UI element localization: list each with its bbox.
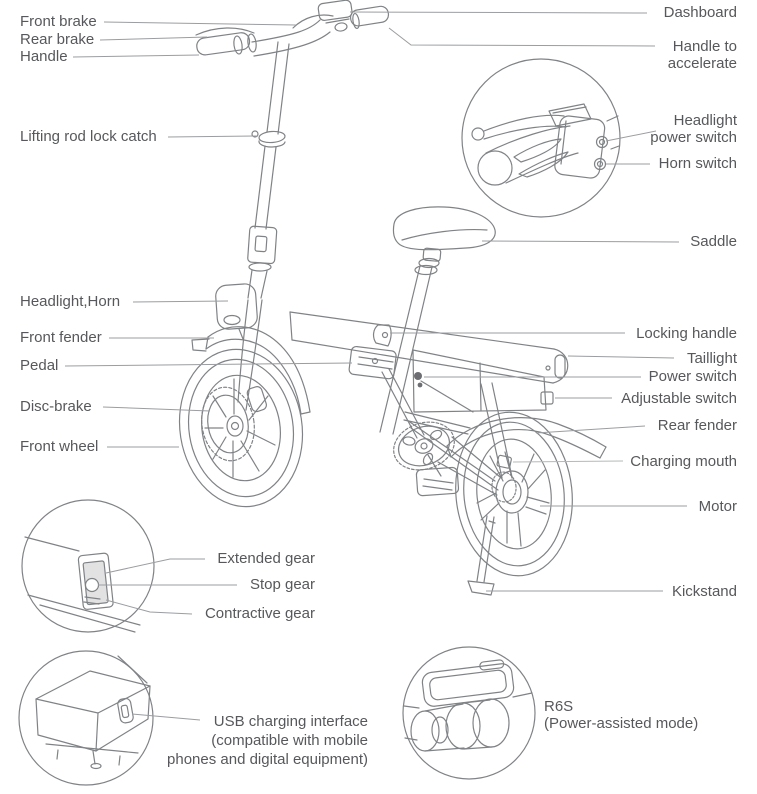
stem-lifting-rod: [247, 42, 289, 298]
leader-handle-to-accelerate: [389, 28, 655, 46]
label-lifting-rod-lock-catch: Lifting rod lock catch: [20, 128, 157, 145]
label-locking-handle: Locking handle: [636, 325, 737, 342]
leader-front-brake: [104, 22, 296, 25]
label-kickstand: Kickstand: [671, 583, 737, 600]
leader-pedal: [65, 363, 352, 366]
label-disc-brake: Disc-brake: [20, 398, 92, 415]
rear-wheel-part: [448, 406, 581, 581]
label-motor: Motor: [698, 498, 737, 515]
usb-label-line3: phones and digital equipment): [167, 751, 368, 768]
label-charging-mouth: Charging mouth: [630, 453, 737, 470]
label-stop-gear: Stop gear: [249, 576, 315, 593]
inset-pedal-mode: [403, 647, 535, 779]
label-contractive-gear: Contractive gear: [204, 605, 315, 622]
inset-throttle-detail: [462, 59, 620, 217]
leader-handle: [73, 55, 199, 57]
leader-disc-brake: [103, 407, 210, 411]
label-saddle: Saddle: [690, 233, 737, 250]
headlight-part: [215, 283, 258, 339]
label-pedal: Pedal: [20, 357, 59, 374]
label-rear-brake: Rear brake: [20, 31, 95, 48]
frame-beam: [290, 312, 568, 383]
r6s-model: R6S: [544, 698, 574, 715]
leader-dashboard: [350, 12, 647, 13]
label-headlight-horn: Headlight,Horn: [20, 293, 121, 310]
label-rear-fender: Rear fender: [657, 417, 737, 434]
leader-charging-mouth: [513, 461, 623, 462]
label-front-brake: Front brake: [20, 13, 97, 30]
leader-contractive-gear: [106, 600, 192, 614]
dashboard-unit: [318, 0, 353, 21]
handlebar: [196, 0, 390, 56]
stop-gear-button: [86, 579, 99, 592]
leader-rear-brake: [100, 37, 207, 40]
label-usb-charging-interface: [167, 712, 368, 769]
lifting-rod-lock-catch-part: [259, 131, 286, 144]
usb-label-line2: (compatible with mobile: [211, 732, 368, 749]
leader-extended-gear: [106, 559, 205, 573]
label-extended-gear: Extended gear: [217, 550, 315, 567]
label-handle: Handle: [20, 48, 68, 65]
folding-joint: [247, 226, 276, 264]
adjustable-switch-part: [541, 392, 553, 404]
label-horn-switch: Horn switch: [658, 155, 737, 172]
label-dashboard: Dashboard: [663, 4, 737, 21]
label-headlight-power-switch: Headlight power switch: [650, 112, 737, 146]
leader-saddle: [482, 241, 679, 242]
leader-lines: [65, 12, 687, 720]
pedal-right: [416, 467, 459, 496]
pedal-platform: [421, 663, 514, 708]
label-adjustable-switch: Adjustable switch: [621, 390, 737, 407]
label-power-switch: Power switch: [648, 368, 737, 385]
label-front-wheel: Front wheel: [20, 438, 99, 455]
label-front-fender: Front fender: [20, 329, 102, 346]
usb-label-line1: USB charging interface: [213, 713, 368, 730]
right-grip-throttle: [349, 5, 389, 27]
leader-headlight-horn: [133, 301, 228, 302]
saddle-part: [393, 207, 495, 268]
label-taillight: Taillight: [686, 350, 737, 367]
r6s-mode: (Power-assisted mode): [544, 715, 699, 732]
inset-circle-r6s: [403, 647, 535, 779]
leader-taillight: [568, 356, 674, 358]
label-handle-to-accelerate: Handle to accelerate: [667, 38, 737, 72]
power-switch-part: [414, 372, 422, 380]
leader-lifting-rod-lock-catch: [168, 136, 258, 137]
inset-usb-battery: [19, 651, 153, 785]
leader-rear-fender: [536, 426, 645, 433]
label-r6s: [544, 698, 698, 732]
inset-gear-switch: [22, 500, 154, 632]
